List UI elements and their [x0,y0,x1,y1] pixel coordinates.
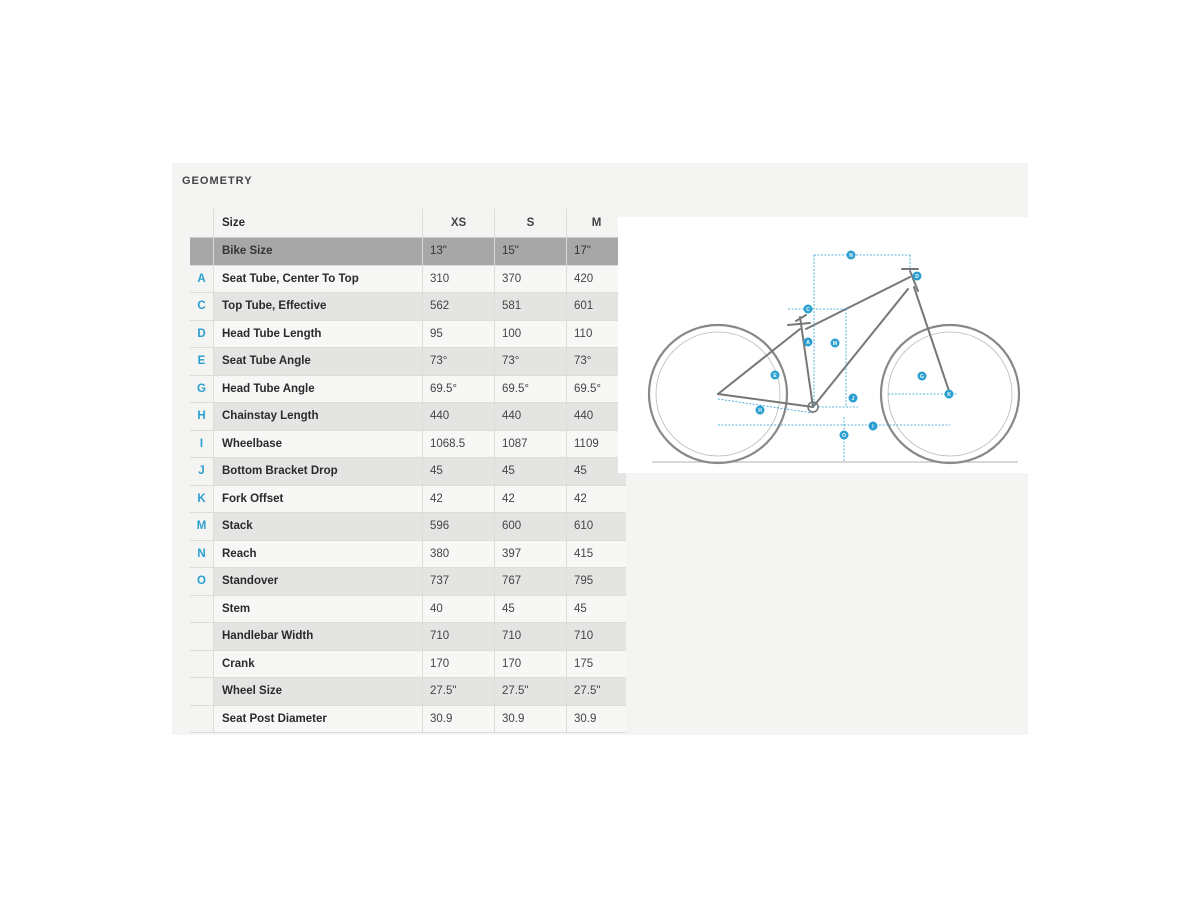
table-row [190,485,626,513]
row-value: 1068.5 [423,430,495,458]
row-value: 175 [567,650,627,678]
row-value: 767 [495,568,567,596]
marker-n-label: N [849,253,853,259]
marker-i-label: I [872,424,874,430]
row-value: 110 [567,320,627,348]
row-value: 45 [495,595,567,623]
table-row [190,650,626,678]
row-value: 15" [495,238,567,266]
row-value: 795 [567,568,627,596]
marker-j-label: J [851,396,855,402]
row-code [190,678,214,706]
row-value: 27.5" [495,678,567,706]
row-value: 562 [423,293,495,321]
row-name: Stack [214,513,423,541]
row-value: 100 [495,320,567,348]
row-value: 27.5" [567,678,627,706]
row-value: 42 [423,485,495,513]
row-value: 710 [423,623,495,651]
row-code: O [190,568,214,596]
row-name: Seat Tube, Center To Top [214,265,423,293]
row-value: 45 [423,458,495,486]
table-row [190,705,626,733]
geometry-panel [172,163,1028,735]
row-name: Bike Size [214,238,423,266]
geometry-table [190,209,626,733]
marker-k-label: K [947,392,951,398]
bike-geometry-diagram [618,217,1028,473]
row-value: 420 [567,265,627,293]
row-code: I [190,430,214,458]
marker-a-label: A [806,340,810,346]
row-value: 710 [495,623,567,651]
row-name: Crank [214,650,423,678]
table-row [190,238,626,266]
row-code: M [190,513,214,541]
row-name: Wheel Size [214,678,423,706]
row-name: Stem [214,595,423,623]
row-code: K [190,485,214,513]
row-name: Head Tube Angle [214,375,423,403]
row-code: G [190,375,214,403]
row-name: Chainstay Length [214,403,423,431]
row-name: Seat Tube Angle [214,348,423,376]
row-value: 95 [423,320,495,348]
table-row [190,540,626,568]
row-value: 415 [567,540,627,568]
row-code: E [190,348,214,376]
table-row [190,568,626,596]
row-code: N [190,540,214,568]
row-value: 69.5° [423,375,495,403]
table-row [190,595,626,623]
row-value: 600 [495,513,567,541]
row-value: 440 [423,403,495,431]
row-value: 69.5° [495,375,567,403]
table-row [190,513,626,541]
row-value: 17" [567,238,627,266]
row-code: H [190,403,214,431]
row-name: Handlebar Width [214,623,423,651]
row-value: 42 [567,485,627,513]
row-value: 710 [567,623,627,651]
table-row [190,293,626,321]
row-value: 45 [567,595,627,623]
header-size-label: Size [214,209,423,238]
table-row [190,678,626,706]
row-value: 69.5° [567,375,627,403]
table-row [190,265,626,293]
row-value: 40 [423,595,495,623]
row-code: C [190,293,214,321]
row-code: A [190,265,214,293]
row-code [190,623,214,651]
row-value: 380 [423,540,495,568]
row-code [190,650,214,678]
header-size-xs: XS [423,209,495,238]
marker-e-label: E [773,373,777,379]
row-value: 73° [423,348,495,376]
row-code: J [190,458,214,486]
row-code [190,595,214,623]
table-row [190,348,626,376]
row-value: 737 [423,568,495,596]
row-name: Top Tube, Effective [214,293,423,321]
table-row [190,623,626,651]
table-row [190,430,626,458]
row-value: 370 [495,265,567,293]
row-name: Reach [214,540,423,568]
row-name: Head Tube Length [214,320,423,348]
bike-diagram-svg [618,217,1028,473]
marker-m-label: M [832,341,838,347]
table-row [190,375,626,403]
row-value: 1109 [567,430,627,458]
table-row [190,320,626,348]
row-name: Bottom Bracket Drop [214,458,423,486]
row-value: 27.5" [423,678,495,706]
header-size-m: M [567,209,627,238]
row-value: 13" [423,238,495,266]
row-value: 170 [495,650,567,678]
row-value: 30.9 [567,705,627,733]
row-value: 596 [423,513,495,541]
section-title: GEOMETRY [182,175,253,187]
row-value: 397 [495,540,567,568]
row-value: 310 [423,265,495,293]
row-value: 30.9 [495,705,567,733]
marker-c-label: C [806,307,810,313]
table-header-row [190,209,626,238]
row-value: 601 [567,293,627,321]
row-value: 45 [567,458,627,486]
row-value: 581 [495,293,567,321]
marker-d-label: D [915,274,919,280]
row-value: 73° [495,348,567,376]
header-size-s: S [495,209,567,238]
marker-h-label: H [758,408,762,414]
row-code [190,705,214,733]
row-value: 610 [567,513,627,541]
table-row [190,458,626,486]
row-value: 170 [423,650,495,678]
row-value: 440 [567,403,627,431]
row-code [190,238,214,266]
row-value: 30.9 [423,705,495,733]
marker-g-label: G [920,374,924,380]
row-name: Standover [214,568,423,596]
row-code: D [190,320,214,348]
row-value: 1087 [495,430,567,458]
table-row [190,403,626,431]
row-value: 45 [495,458,567,486]
row-name: Wheelbase [214,430,423,458]
marker-o-label: O [842,433,846,439]
row-value: 73° [567,348,627,376]
row-name: Seat Post Diameter [214,705,423,733]
header-code-cell [190,209,214,238]
row-value: 42 [495,485,567,513]
row-value: 440 [495,403,567,431]
row-name: Fork Offset [214,485,423,513]
